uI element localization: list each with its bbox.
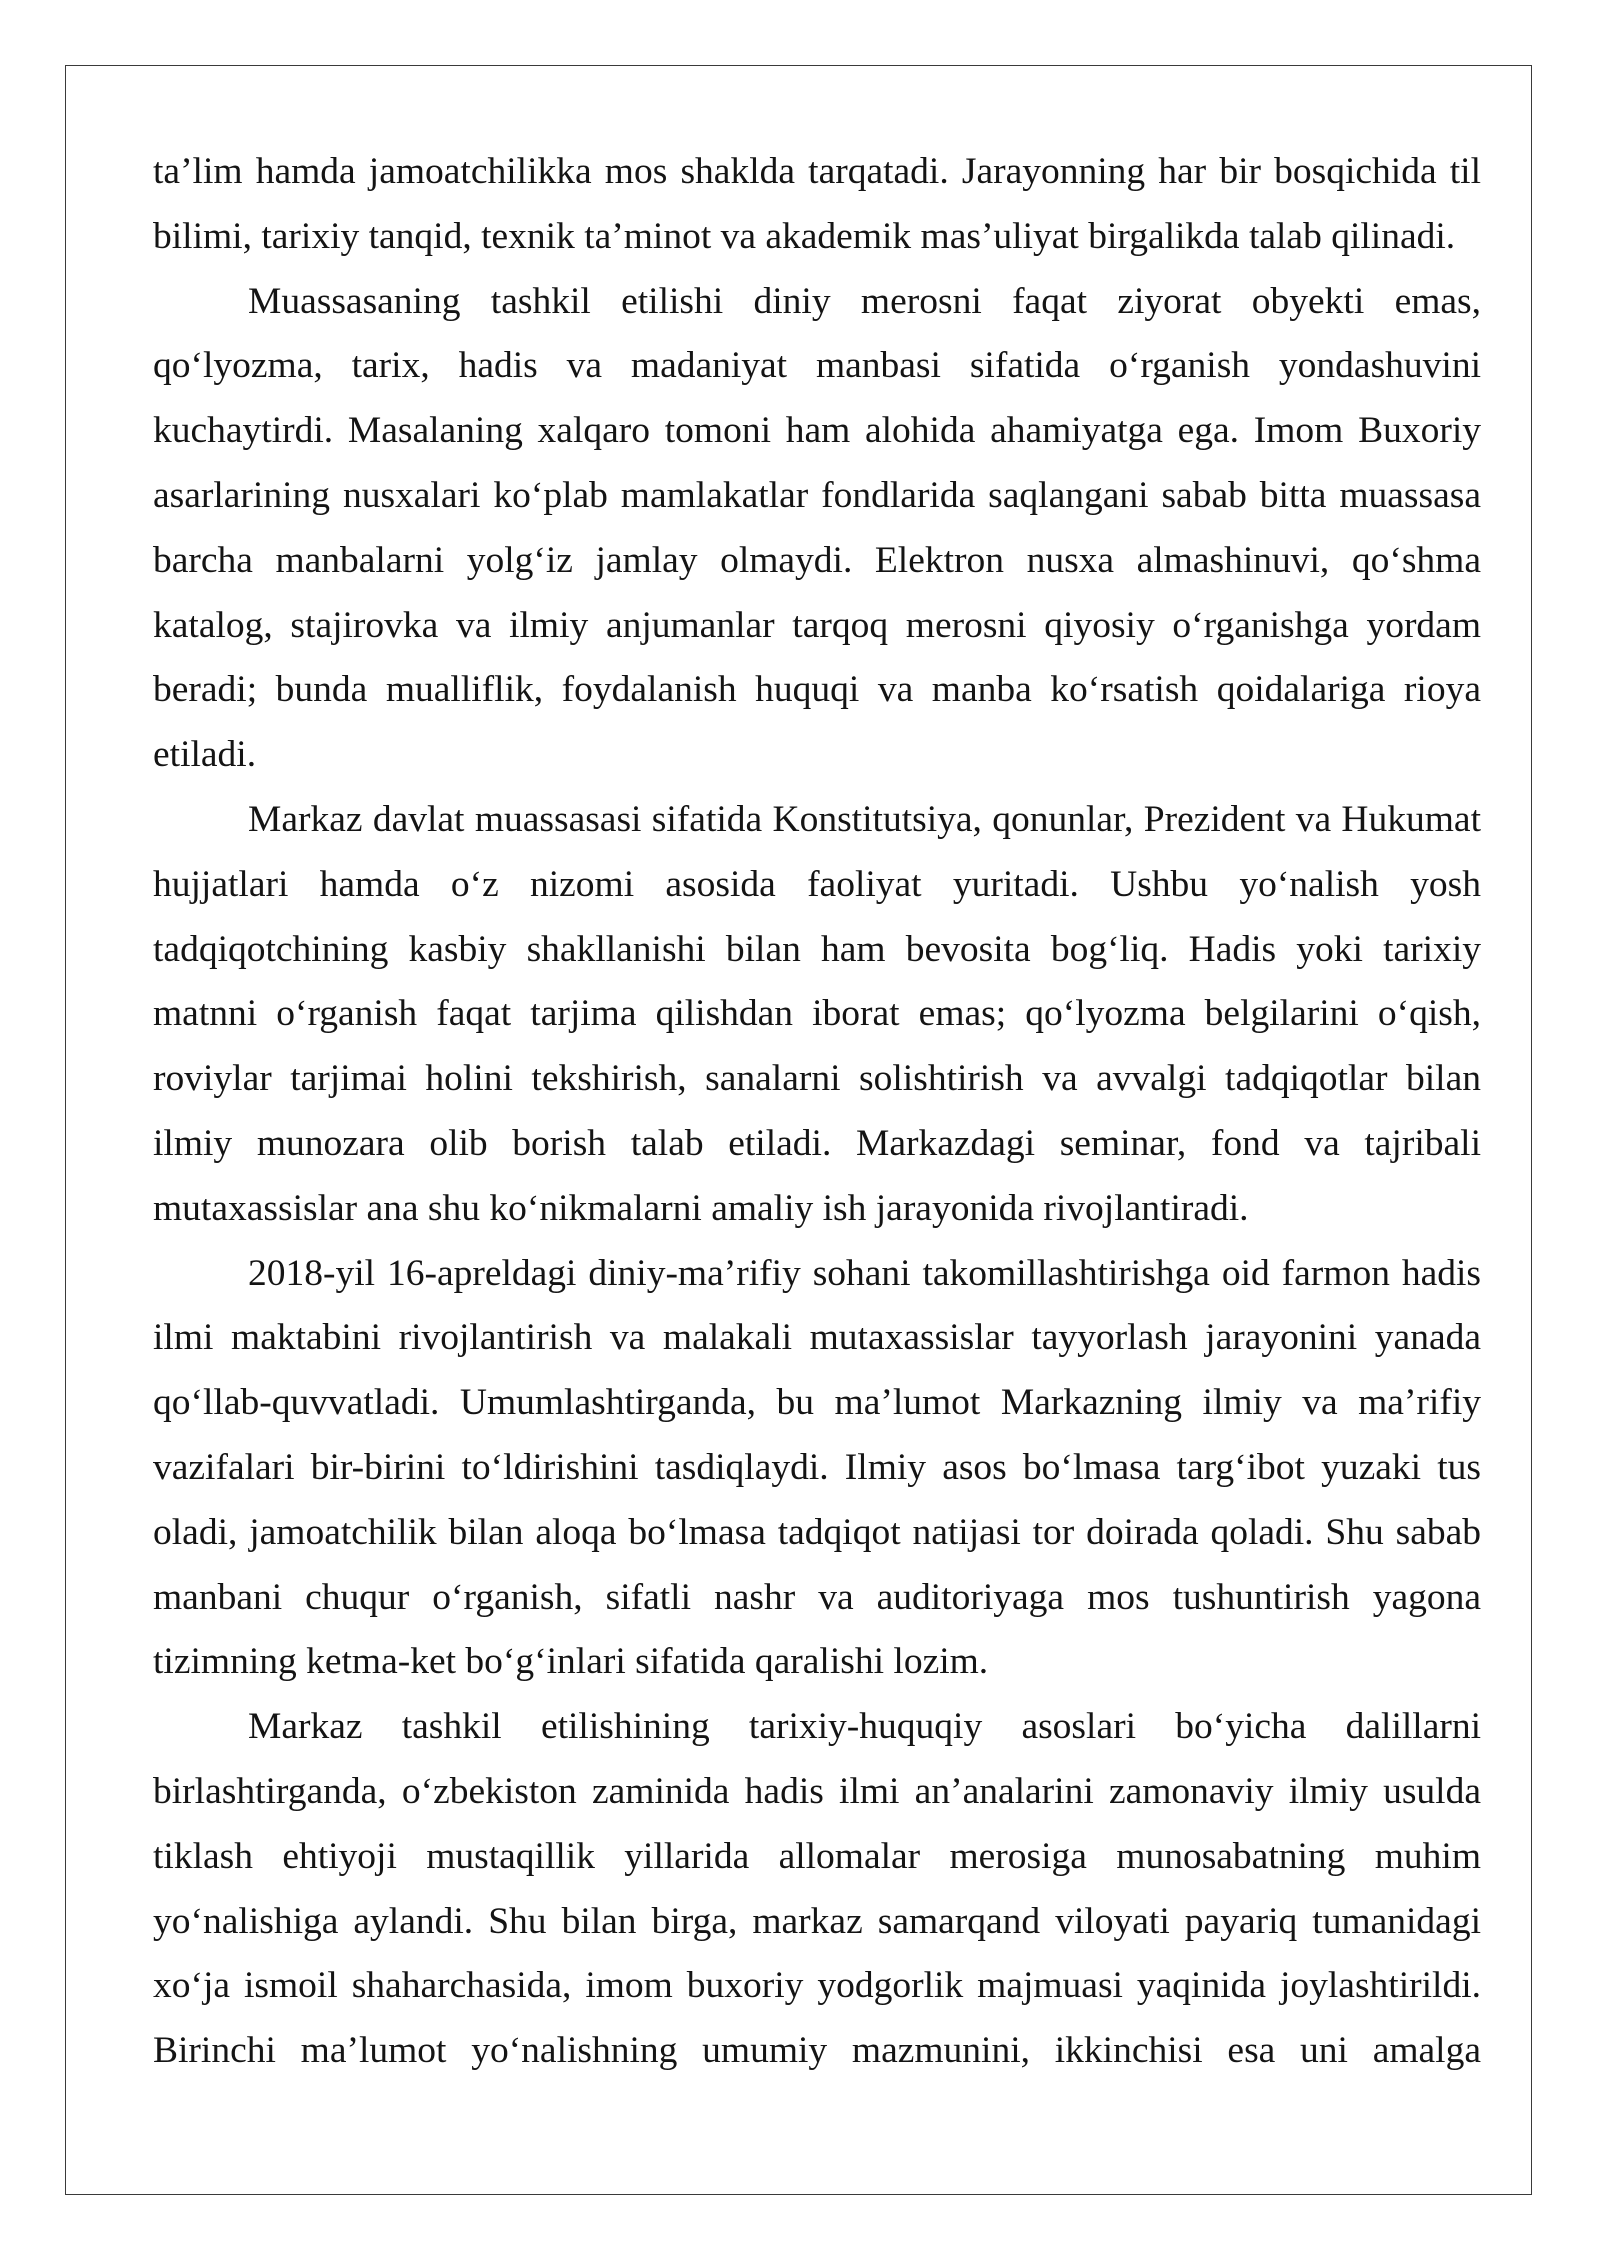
text-line: ta’lim hamda jamoatchilikka mos shaklda tarqatadi. Jarayonning har bir bosqichida til — [153, 151, 1481, 192]
paragraph — [153, 1695, 1481, 2084]
text-line: qo‘lyozma, tarix, hadis va madaniyat manbasi sifatida o‘rganish yondashuvini — [153, 345, 1481, 387]
paragraph — [153, 140, 1481, 270]
text-line: Markaz tashkil etilishining tarixiy-huquqiy asoslari bo‘yicha dalillarni — [248, 1706, 1481, 1748]
text-line: beradi; bunda mualliflik, foydalanish huquqi va manba ko‘rsatish qoidalariga rioya — [153, 669, 1481, 711]
text-line: yo‘nalishiga aylandi. Shu bilan birga, markaz samarqand viloyati payariq tumanidagi — [153, 1900, 1481, 1942]
text-line: 2018-yil 16-apreldagi diniy-ma’rifiy sohani takomillashtirishga oid farmon hadis — [248, 1252, 1481, 1294]
text-line: qo‘llab-quvvatladi. Umumlashtirganda, bu ma’lumot Markazning ilmiy va ma’rifiy — [153, 1382, 1481, 1424]
text-line: tiklash ehtiyoji mustaqillik yillarida allomalar merosiga munosabatning muhim — [153, 1835, 1481, 1877]
text-line: tadqiqotchining kasbiy shakllanishi bilan ham bevosita bog‘liq. Hadis yoki tarixiy — [153, 928, 1481, 970]
text-line: Muassasaning tashkil etilishi diniy merosni faqat ziyorat obyekti emas, — [248, 280, 1481, 322]
text-line: Markaz davlat muassasasi sifatida Konstitutsiya, qonunlar, Prezident va Hukumat — [248, 798, 1481, 840]
text-line: kuchaytirdi. Masalaning xalqaro tomoni ham alohida ahamiyatga ega. Imom Buxoriy — [153, 410, 1481, 452]
text-line: hujjatlari hamda o‘z nizomi asosida faoliyat yuritadi. Ushbu yo‘nalish yosh — [153, 863, 1481, 905]
text-line: mutaxassislar ana shu ko‘nikmalarni amaliy ish jarayonida rivojlantiradi. — [153, 1187, 1249, 1229]
text-line: roviylar tarjimai holini tekshirish, sanalarni solishtirish va avvalgi tadqiqotlar bilan — [153, 1058, 1481, 1100]
text-line: katalog, stajirovka va ilmiy anjumanlar tarqoq merosni qiyosiy o‘rganishga yordam — [153, 604, 1481, 646]
text-line: etiladi. — [153, 734, 257, 776]
text-line: bilimi, tarixiy tanqid, texnik ta’minot va akademik mas’uliyat birgalikda talab qilinadi. — [153, 215, 1456, 257]
paragraph — [153, 1242, 1481, 1696]
text-line: matnni o‘rganish faqat tarjima qilishdan iborat emas; qo‘lyozma belgilarini o‘qish, — [153, 993, 1481, 1035]
paragraph — [153, 270, 1481, 788]
text-line: Birinchi ma’lumot yo‘nalishning umumiy mazmunini, ikkinchisi esa uni amalga — [153, 2030, 1481, 2072]
text-line: asarlarining nusxalari ko‘plab mamlakatlar fondlarida saqlangani sabab bitta muassasa — [153, 474, 1481, 516]
text-line: oladi, jamoatchilik bilan aloqa bo‘lmasa tadqiqot natijasi tor doirada qoladi. Shu sabab — [153, 1511, 1481, 1553]
text-line: ilmi maktabini rivojlantirish va malakali mutaxassislar tayyorlash jarayonini yanada — [153, 1317, 1481, 1359]
text-line: birlashtirganda, o‘zbekiston zaminida hadis ilmi an’analarini zamonaviy ilmiy usulda — [153, 1770, 1481, 1812]
text-line: xo‘ja ismoil shaharchasida, imom buxoriy yodgorlik majmuasi yaqinida joylashtirildi. — [153, 1965, 1481, 2007]
text-line: barcha manbalarni yolg‘iz jamlay olmaydi. Elektron nusxa almashinuvi, qo‘shma — [153, 539, 1481, 581]
text-line: ilmiy munozara olib borish talab etiladi. Markazdagi seminar, fond va tajribali — [153, 1122, 1481, 1164]
text-line: manbani chuqur o‘rganish, sifatli nashr va auditoriyaga mos tushuntirish yagona — [153, 1576, 1481, 1618]
text-line: tizimning ketma-ket bo‘g‘inlari sifatida qaralishi lozim. — [153, 1641, 989, 1683]
text-line: vazifalari bir-birini to‘ldirishini tasdiqlaydi. Ilmiy asos bo‘lmasa targ‘ibot yuzaki tus — [153, 1446, 1481, 1488]
paragraph — [153, 788, 1481, 1242]
document-body — [153, 140, 1481, 2084]
